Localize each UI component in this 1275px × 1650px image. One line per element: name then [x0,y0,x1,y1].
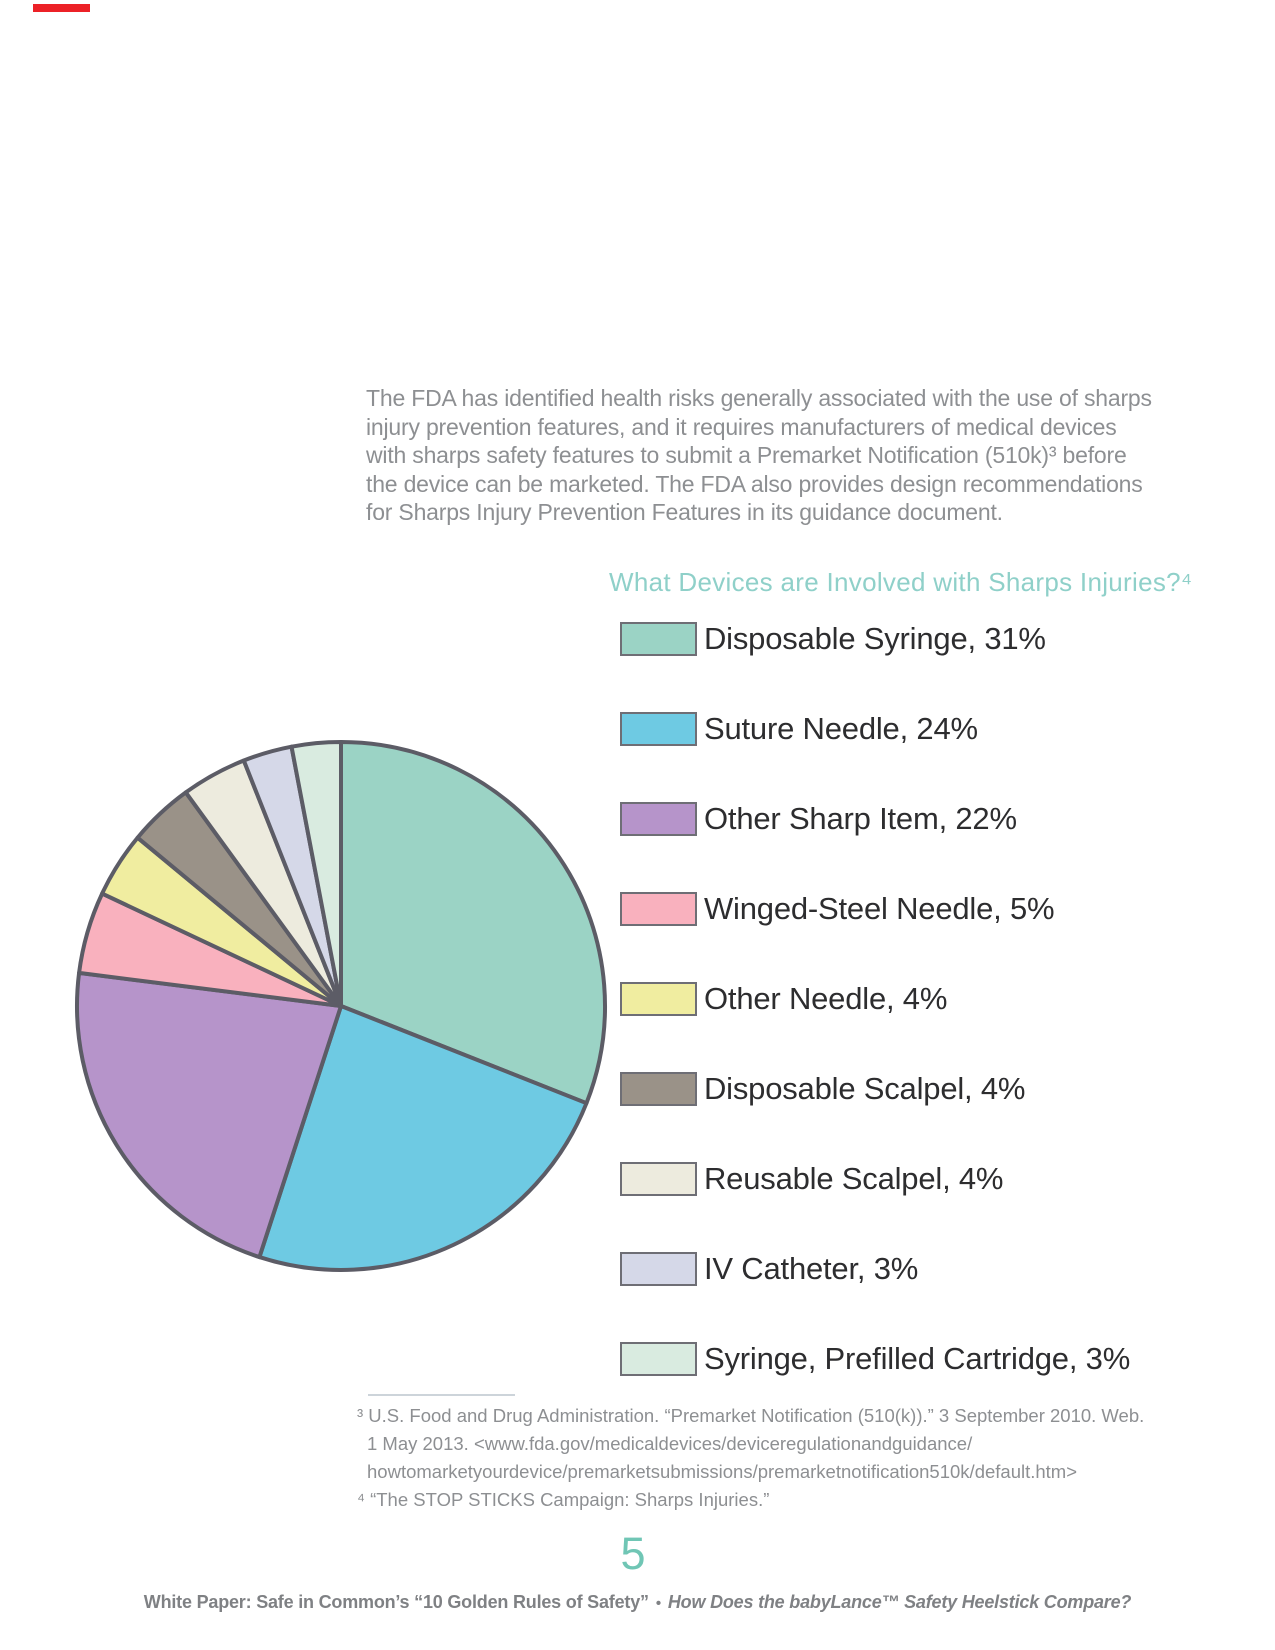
footer-left-text: White Paper: Safe in Common’s “10 Golden Rules of Safety” [143,1592,649,1612]
page-number: 5 [620,1528,646,1579]
legend-item [620,1314,1130,1404]
legend-item [620,954,1130,1044]
legend-label: Winged-Steel Needle, 5% [704,891,1055,926]
intro-line: for Sharps Injury Prevention Features in its guidance document. [366,499,1003,526]
legend-label: Other Needle, 4% [704,981,948,1016]
footer [0,1592,1275,1613]
footnote-line: 1 May 2013. <www.fda.gov/medicaldevices/deviceregulationandguidance/ [367,1433,973,1454]
footnote-line: howtomarketyourdevice/premarketsubmissions/premarketnotification510k/default.htm> [367,1461,1078,1482]
legend-item [620,1044,1130,1134]
legend-label: Other Sharp Item, 22% [704,801,1017,836]
legend-item [620,594,1130,684]
chart-title: What Devices are Involved with Sharps Injuries?⁴ [609,567,1193,597]
legend-item [620,684,1130,774]
legend-swatch [620,1342,697,1376]
legend-label: Disposable Scalpel, 4% [704,1071,1026,1106]
red-accent-bar [33,4,90,12]
chart-legend [620,594,1130,1404]
footer-separator: • [655,1595,661,1612]
legend-label: IV Catheter, 3% [704,1251,919,1286]
legend-swatch [620,622,697,656]
intro-line: The FDA has identified health risks generally associated with the use of sharps [366,385,1152,411]
legend-label: Syringe, Prefilled Cartridge, 3% [704,1341,1131,1376]
footnotes [357,1402,1144,1514]
footer-right-text: How Does the babyLance™ Safety Heelstick Compare? [667,1592,1132,1612]
legend-swatch [620,712,697,746]
legend-swatch [620,892,697,926]
legend-swatch [620,1162,697,1196]
legend-item [620,1134,1130,1224]
intro-line: with sharps safety features to submit a Premarket Notification (510k)³ before [366,442,1127,469]
legend-swatch [620,1072,697,1106]
intro-paragraph [366,384,1152,527]
legend-label: Disposable Syringe, 31% [704,621,1046,656]
footnote-divider [368,1394,515,1396]
legend-swatch [620,1252,697,1286]
legend-label: Reusable Scalpel, 4% [704,1161,1004,1196]
pie-chart [71,736,611,1276]
legend-swatch [620,802,697,836]
intro-line: the device can be marketed. The FDA also provides design recommendations [366,470,1143,497]
intro-line: injury prevention features, and it requires manufacturers of medical devices [366,413,1117,440]
legend-item [620,864,1130,954]
legend-label: Suture Needle, 24% [704,711,978,746]
footnote-line: ⁴ “The STOP STICKS Campaign: Sharps Injuries.” [357,1489,770,1510]
legend-item [620,1224,1130,1314]
legend-item [620,774,1130,864]
legend-swatch [620,982,697,1016]
footnote-line: ³ U.S. Food and Drug Administration. “Premarket Notification (510(k)).” 3 September 2010. Web. [357,1405,1145,1426]
